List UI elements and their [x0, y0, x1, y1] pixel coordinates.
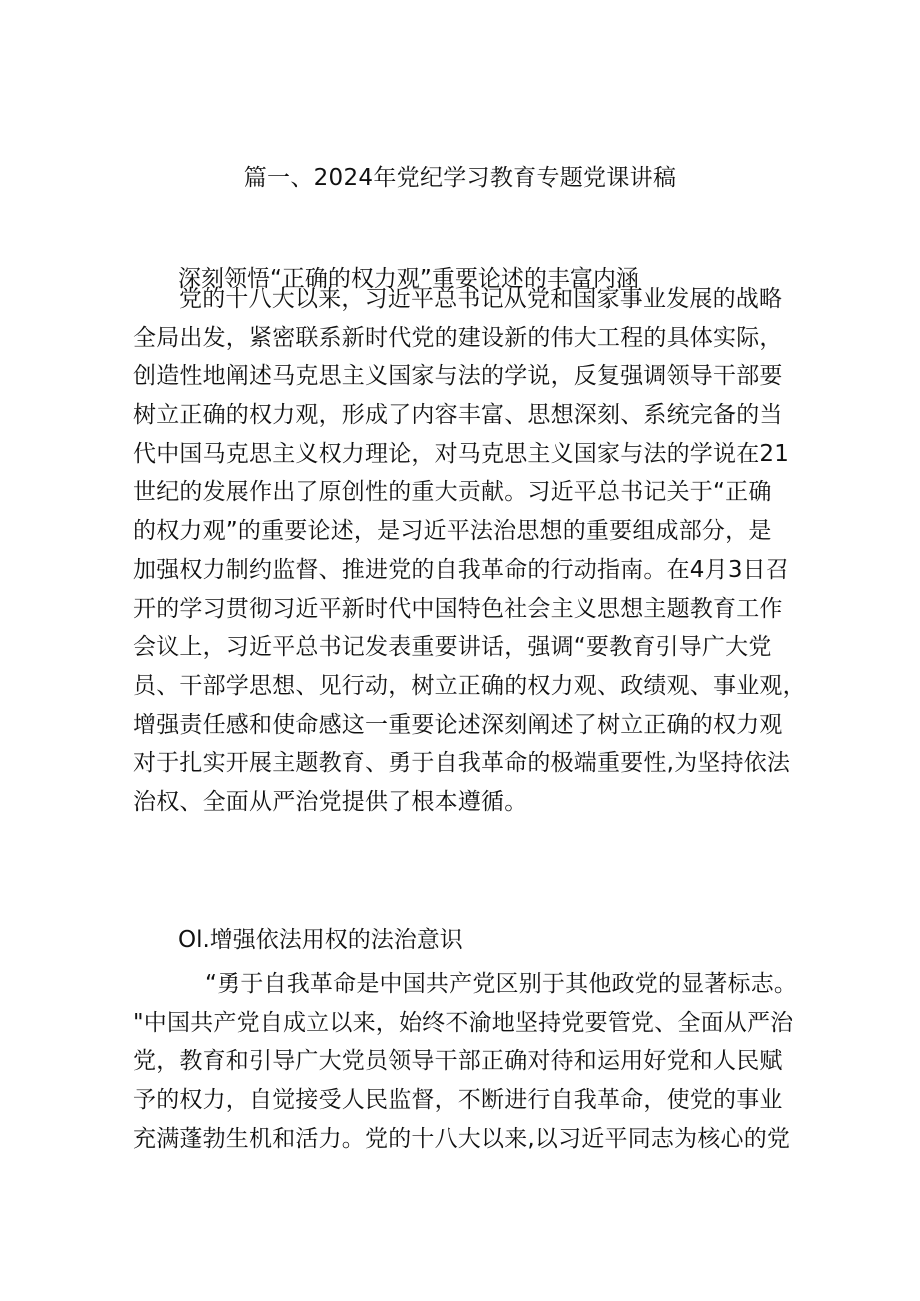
paragraph-line: 治权、全面从严治党提供了根本遵循。	[133, 788, 528, 815]
paragraph-line: 党，教育和引导广大党员领导干部正确对待和运用好党和人民赋	[133, 1048, 783, 1075]
paragraph-line: 创造性地阐述马克思主义国家与法的学说，反复强调领导干部要	[133, 363, 783, 390]
document-title: 篇一、2024年党纪学习教育专题党课讲稿	[243, 165, 677, 191]
paragraph-line: 员、干部学思想、见行动，树立正确的权力观、政绩观、事业观，	[133, 672, 806, 699]
paragraph-line: 党的十八大以来，习近平总书记从党和国家事业发展的战略	[179, 286, 783, 312]
paragraph-line: 加强权力制约监督、推进党的自我革命的行动指南。在4月3日召	[133, 556, 790, 583]
paragraph-line: 全局出发，紧密联系新时代党的建设新的伟大工程的具体实际，	[133, 324, 783, 351]
paragraph-self-revolution	[133, 965, 833, 1158]
paragraph-line: "中国共产党自成立以来，始终不渝地坚持党要管党、全面从严治	[133, 1009, 794, 1036]
paragraph-line: 树立正确的权力观，形成了内容丰富、思想深刻、系统完备的当	[133, 402, 783, 429]
paragraph-line: 增强责任感和使命感这一重要论述深刻阐述了树立正确的权力观	[133, 711, 783, 738]
paragraph-intro	[133, 280, 833, 822]
section-heading: Ol.增强依法用权的法治意识	[178, 927, 463, 953]
paragraph-line: 开的学习贯彻习近平新时代中国特色社会主义思想主题教育工作	[133, 595, 783, 622]
paragraph-line: 充满蓬勃生机和活力。党的十八大以来,以习近平同志为核心的党	[133, 1125, 791, 1152]
paragraph-line: 对于扎实开展主题教育、勇于自我革命的极端重要性,为坚持依法	[133, 750, 791, 777]
paragraph-line: 的权力观”的重要论述，是习近平法治思想的重要组成部分，是	[133, 518, 772, 545]
document-subtitle: 深刻领悟“正确的权力观”重要论述的丰富内涵	[178, 266, 639, 292]
paragraph-line: 予的权力，自觉接受人民监督，不断进行自我革命，使党的事业	[133, 1087, 783, 1114]
paragraph-line: “勇于自我革命是中国共产党区别于其他政党的显著标志。	[205, 971, 798, 997]
paragraph-line: 世纪的发展作出了原创性的重大贡献。习近平总书记关于“正确	[133, 479, 772, 506]
paragraph-line: 会议上，习近平总书记发表重要讲话，强调“要教育引导广大党	[133, 634, 772, 661]
paragraph-line: 代中国马克思主义权力理论，对马克思主义国家与法的学说在21	[133, 440, 790, 467]
